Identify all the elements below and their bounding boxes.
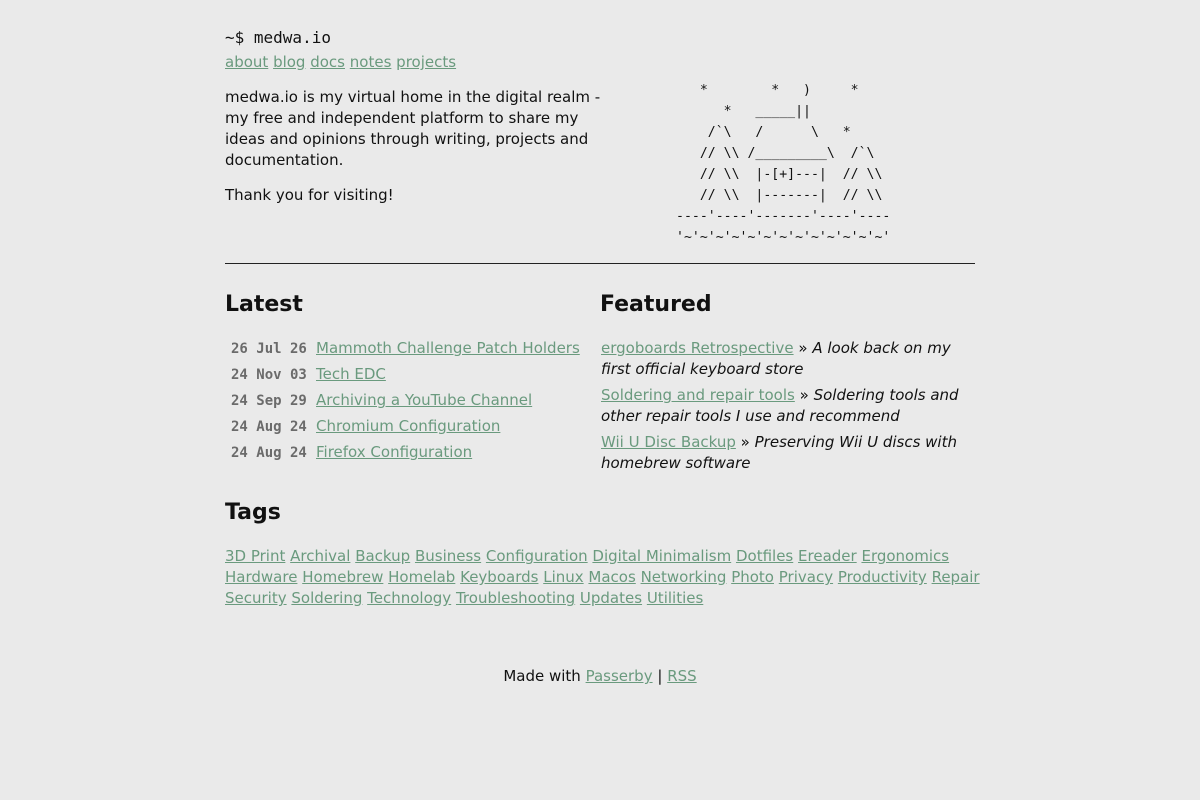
tag-link[interactable]: Digital Minimalism — [592, 547, 732, 565]
post-link[interactable]: Archiving a YouTube Channel — [316, 391, 533, 409]
post-link[interactable]: Tech EDC — [316, 365, 386, 383]
rss-link[interactable]: RSS — [667, 667, 697, 685]
featured-list — [601, 338, 975, 479]
featured-link[interactable]: ergoboards Retrospective — [601, 339, 794, 357]
featured-link[interactable]: Soldering and repair tools — [601, 386, 795, 404]
post-date: 24 Aug 24 — [231, 419, 307, 435]
tags-heading: Tags — [225, 500, 281, 525]
post-date: 26 Jul 26 — [231, 341, 307, 357]
intro-paragraph: medwa.io is my virtual home in the digital realm - my free and independent platform to share my ideas and opinions through writing, projects and documentation. — [225, 88, 601, 169]
tag-link[interactable]: Privacy — [778, 568, 834, 586]
nav-link-notes[interactable]: notes — [349, 53, 392, 71]
post-link[interactable]: Chromium Configuration — [316, 417, 501, 435]
tag-link[interactable]: Security — [225, 589, 287, 607]
list-item — [601, 432, 975, 474]
list-item — [231, 416, 601, 442]
latest-heading: Latest — [225, 292, 303, 317]
tag-link[interactable]: Photo — [731, 568, 774, 586]
list-item — [231, 338, 601, 364]
intro — [225, 87, 615, 220]
nav-link-about[interactable]: about — [225, 53, 269, 71]
site-title: ~$ medwa.io — [225, 28, 331, 47]
passerby-link[interactable]: Passerby — [585, 667, 653, 685]
separator: » — [799, 386, 809, 404]
separator: » — [798, 339, 808, 357]
tag-link[interactable]: Hardware — [225, 568, 298, 586]
tag-link[interactable]: Troubleshooting — [455, 589, 576, 607]
intro-thanks: Thank you for visiting! — [225, 186, 394, 204]
tag-link[interactable]: Productivity — [837, 568, 927, 586]
featured-heading: Featured — [600, 292, 712, 317]
tag-link[interactable]: Repair — [931, 568, 980, 586]
tag-link[interactable]: 3D Print — [225, 547, 286, 565]
tag-link[interactable]: Utilities — [646, 589, 704, 607]
post-date: 24 Aug 24 — [231, 445, 307, 461]
footer-text: Made with — [503, 667, 581, 685]
post-date: 24 Nov 03 — [231, 367, 307, 383]
tags-section — [225, 499, 985, 607]
featured-description: A look back on my first official keyboard store — [601, 339, 951, 378]
post-link[interactable]: Firefox Configuration — [316, 443, 473, 461]
tag-link[interactable]: Configuration — [485, 547, 588, 565]
tag-link[interactable]: Homelab — [388, 568, 456, 586]
latest-list — [231, 338, 601, 468]
nav-link-projects[interactable]: projects — [396, 53, 457, 71]
divider — [225, 263, 975, 264]
tag-link[interactable]: Networking — [640, 568, 727, 586]
featured-description: Soldering tools and other repair tools I use and recommend — [601, 386, 959, 425]
tag-list — [225, 546, 985, 609]
list-item — [231, 364, 601, 390]
tag-link[interactable]: Keyboards — [460, 568, 539, 586]
list-item — [231, 390, 601, 416]
footer-divider: | — [657, 667, 663, 685]
tag-link[interactable]: Updates — [579, 589, 643, 607]
main-nav — [225, 52, 456, 72]
tag-link[interactable]: Archival — [290, 547, 351, 565]
list-item — [601, 385, 975, 427]
latest-section — [225, 291, 595, 461]
list-item — [601, 338, 975, 380]
nav-link-blog[interactable]: blog — [273, 53, 306, 71]
ascii-art-castle: * * ) * * _____|| /`\ / \ * // \\ /_________\ /`\ // \\ |-[+]---| // \\ // \\ |-------| // \\ ----'----'-------'----'---- '~'~'~'~'~'~'~'~'~'~'~'~'~' — [676, 83, 891, 245]
tag-link[interactable]: Backup — [355, 547, 411, 565]
featured-description: Preserving Wii U discs with homebrew software — [601, 433, 957, 472]
list-item — [231, 442, 601, 468]
tag-link[interactable]: Business — [414, 547, 482, 565]
tag-link[interactable]: Homebrew — [302, 568, 384, 586]
tag-link[interactable]: Dotfiles — [735, 547, 794, 565]
tag-link[interactable]: Linux — [543, 568, 584, 586]
separator: » — [740, 433, 750, 451]
nav-link-docs[interactable]: docs — [310, 53, 345, 71]
post-link[interactable]: Mammoth Challenge Patch Holders — [316, 339, 580, 357]
featured-link[interactable]: Wii U Disc Backup — [601, 433, 736, 451]
tag-link[interactable]: Ergonomics — [861, 547, 950, 565]
featured-section — [600, 291, 975, 472]
tag-link[interactable]: Technology — [367, 589, 452, 607]
tag-link[interactable]: Macos — [588, 568, 636, 586]
tag-link[interactable]: Ereader — [798, 547, 857, 565]
post-date: 24 Sep 29 — [231, 393, 307, 409]
tag-link[interactable]: Soldering — [291, 589, 363, 607]
footer — [0, 666, 1200, 686]
